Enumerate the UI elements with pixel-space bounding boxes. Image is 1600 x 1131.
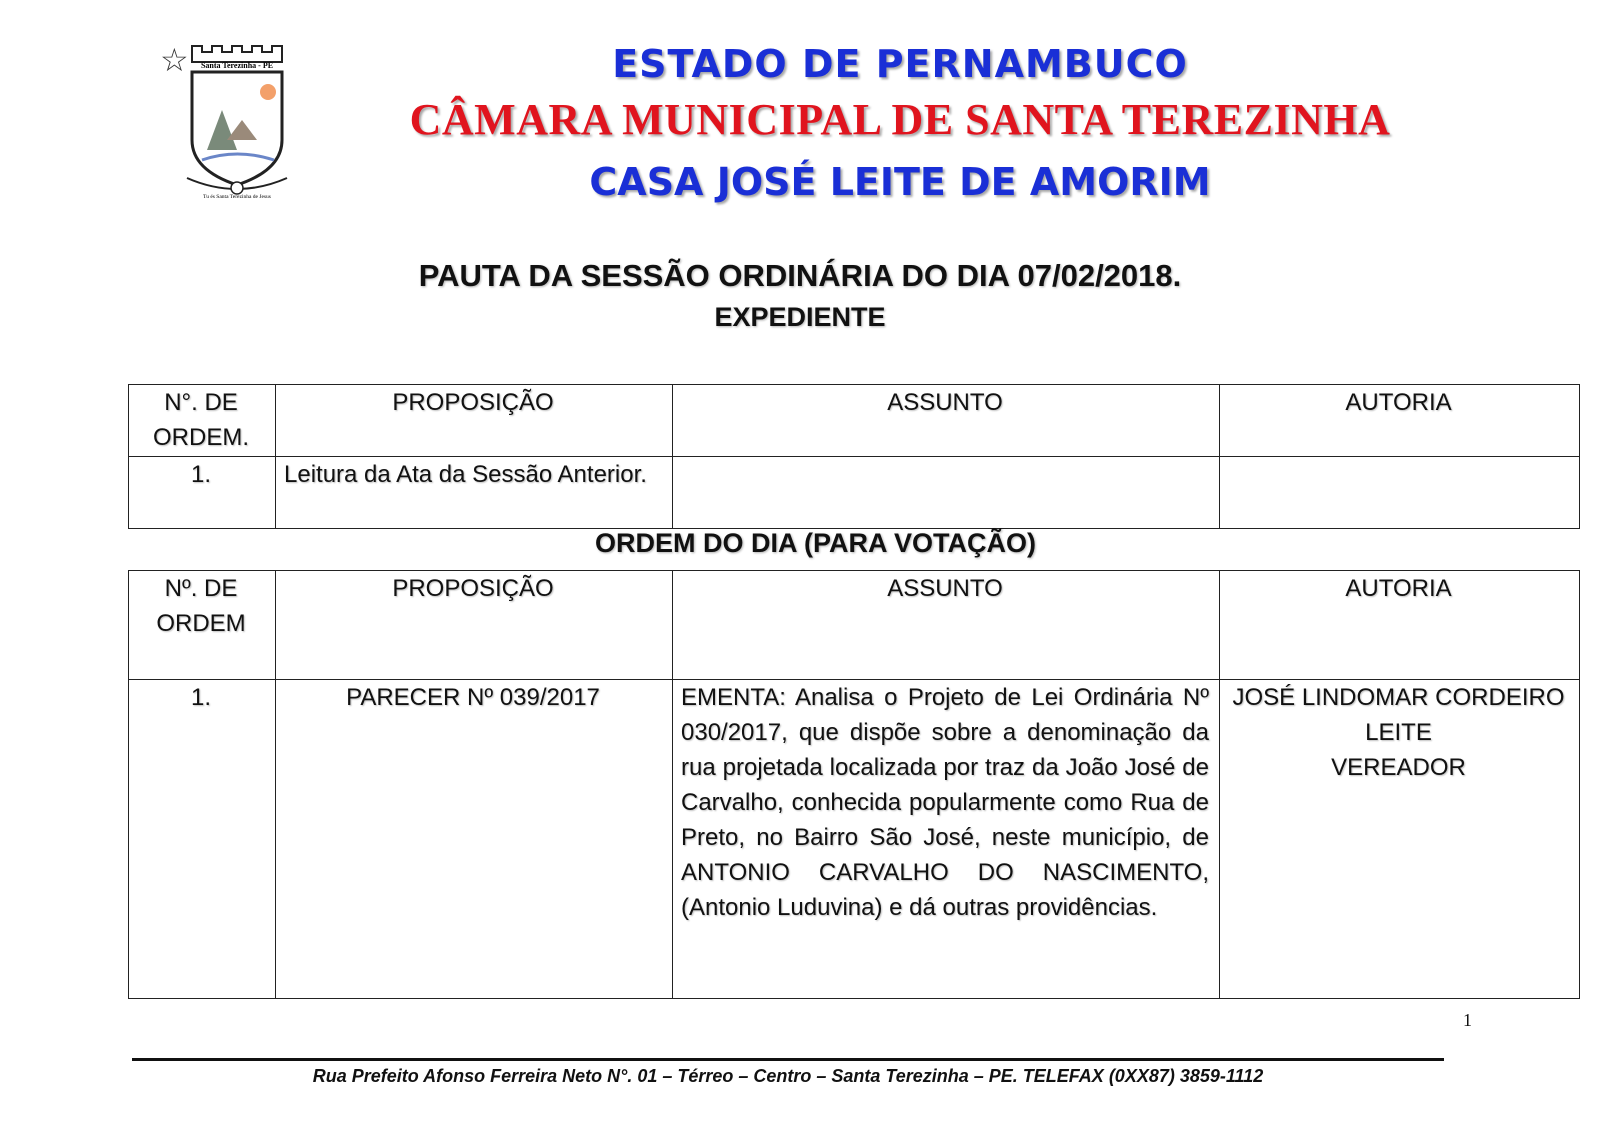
crest-shield-icon: [182, 40, 302, 200]
col-header-assunto: ASSUNTO: [673, 385, 1220, 457]
row-num: 1.: [129, 457, 276, 529]
autoria-name: JOSÉ LINDOMAR CORDEIRO LEITE: [1232, 684, 1565, 746]
crest-bottom-text: Tu és Santa Terezinha de Jesus: [203, 194, 271, 200]
row-autoria: [1220, 457, 1580, 529]
footer-address: Rua Prefeito Afonso Ferreira Neto N°. 01 – Térreo – Centro – Santa Terezinha – PE. TELEFAX (0XX87) 3859-1112: [312, 1066, 1264, 1086]
ordem-do-dia-table: [128, 570, 1580, 999]
col-header-assunto: ASSUNTO: [673, 571, 1220, 680]
star-icon: ☆: [160, 41, 189, 79]
expediente-table: [128, 384, 1580, 529]
table-row: [129, 457, 1580, 529]
municipal-crest: [160, 40, 310, 200]
col-header-proposicao: PROPOSIÇÃO: [276, 571, 673, 680]
col-header-autoria: AUTORIA: [1220, 571, 1580, 680]
section-expediente-title: EXPEDIENTE: [714, 302, 886, 332]
row-proposicao: Leitura da Ata da Sessão Anterior.: [276, 457, 673, 529]
row-assunto: EMENTA: Analisa o Projeto de Lei Ordinária Nº 030/2017, que dispõe sobre a denominação da rua projetada localizada por traz da João José de Carvalho, conhecida popularmente como Rua de Preto, no Bairro São José, neste município, de ANTONIO CARVALHO DO NASCIMENTO, (Antonio Luduvina) e dá outras providências.: [673, 680, 1220, 999]
row-num: 1.: [129, 680, 276, 999]
autoria-role: VEREADOR: [1331, 754, 1466, 781]
table-header-row: [129, 385, 1580, 457]
row-autoria: [1220, 680, 1580, 999]
header-chamber: CÂMARA MUNICIPAL DE SANTA TEREZINHA: [409, 95, 1391, 144]
header-state: ESTADO DE PERNAMBUCO: [612, 42, 1188, 86]
row-proposicao: PARECER Nº 039/2017: [276, 680, 673, 999]
col-header-num: Nº. DE ORDEM: [129, 571, 276, 680]
col-header-autoria: AUTORIA: [1220, 385, 1580, 457]
header-house: CASA JOSÉ LEITE DE AMORIM: [589, 160, 1211, 204]
table-header-row: [129, 571, 1580, 680]
table-row: [129, 680, 1580, 999]
col-header-proposicao: PROPOSIÇÃO: [276, 385, 673, 457]
page-number: 1: [1463, 1010, 1472, 1030]
section-ordem-do-dia-title: ORDEM DO DIA (PARA VOTAÇÃO): [595, 528, 1036, 558]
crest-top-text: Santa Terezinha - PE: [200, 61, 274, 70]
page-title: PAUTA DA SESSÃO ORDINÁRIA DO DIA 07/02/2018.: [418, 258, 1182, 293]
footer-divider: [132, 1058, 1444, 1061]
row-assunto: [673, 457, 1220, 529]
col-header-num: N°. DE ORDEM.: [129, 385, 276, 457]
